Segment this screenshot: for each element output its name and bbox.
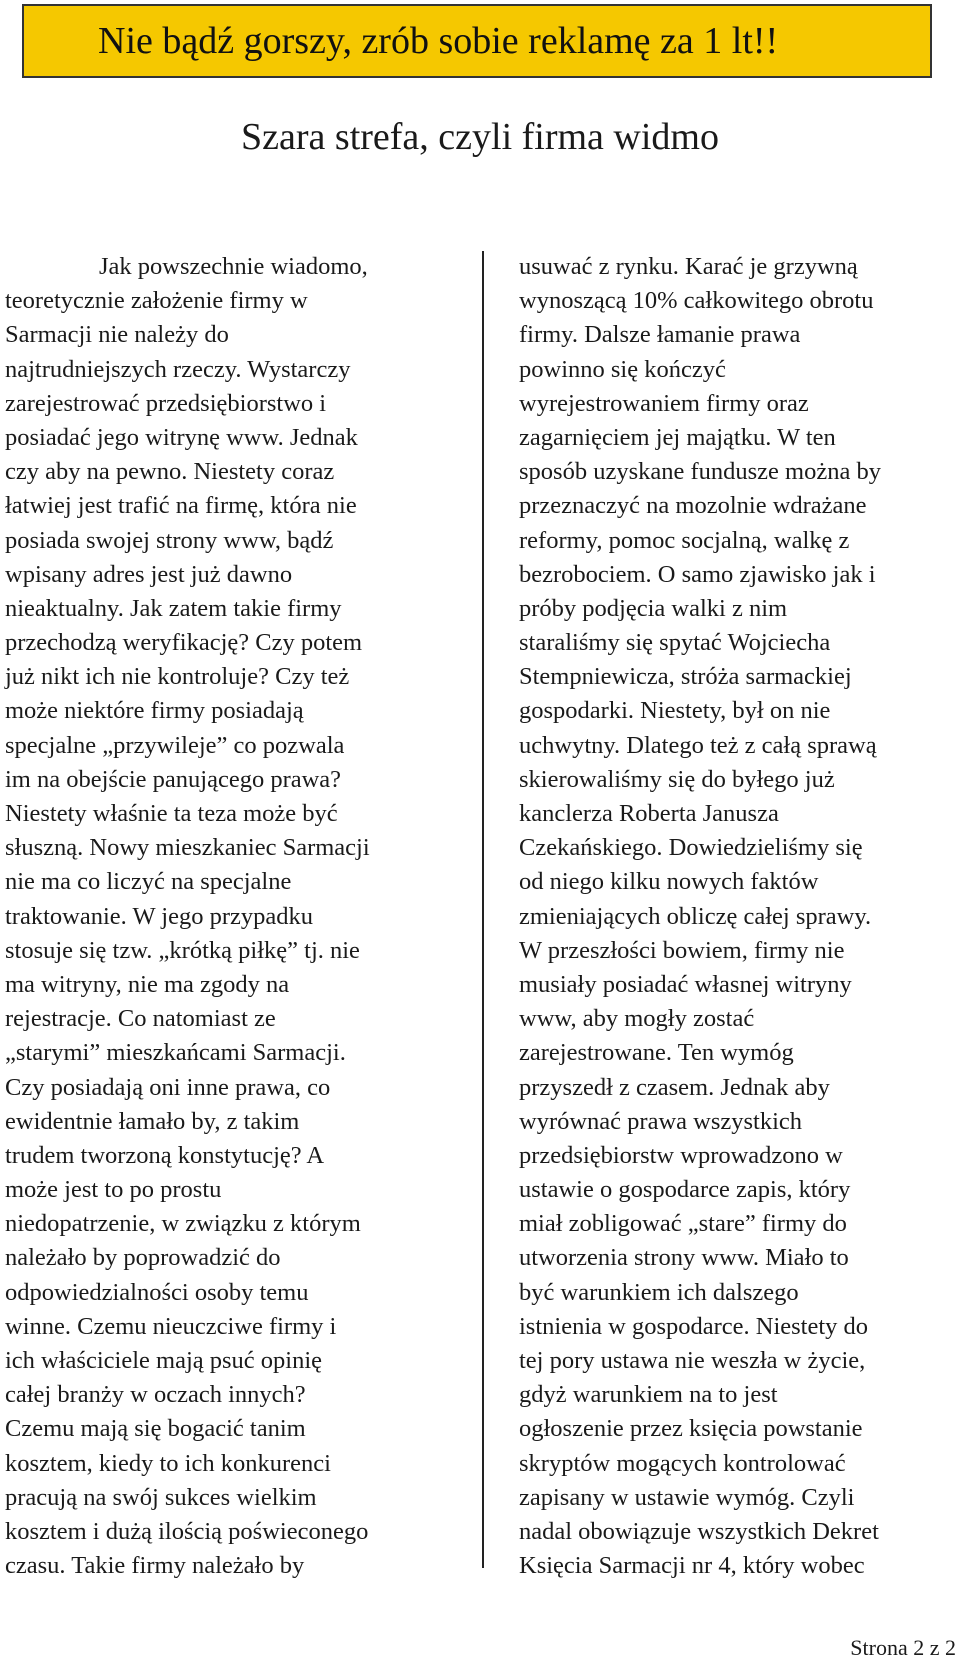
- article-text-line: czasu. Takie firmy należało by: [5, 1552, 305, 1580]
- article-text-line: nieaktualny. Jak zatem takie firmy: [5, 594, 342, 622]
- article-text-line: Czemu mają się bogacić tanim: [5, 1415, 306, 1443]
- article-text-line: przeznaczyć na mozolnie wdrażane: [519, 492, 867, 520]
- article-text-line: „starymi” mieszkańcami Sarmacji.: [5, 1039, 346, 1067]
- article-text-line: zagarnięciem jej majątku. W ten: [519, 423, 836, 451]
- article-text-line: gdyż warunkiem na to jest: [519, 1381, 778, 1409]
- article-text-line: niedopatrzenie, w związku z którym: [5, 1210, 361, 1238]
- article-text-line: miał zobligować „stare” firmy do: [519, 1210, 847, 1238]
- article-text-line: być warunkiem ich dalszego: [519, 1278, 799, 1306]
- article-text-line: Sarmacji nie należy do: [5, 321, 229, 349]
- article-text-line: kosztem, kiedy to ich konkurenci: [5, 1449, 331, 1477]
- article-text-line: Niestety właśnie ta teza może być: [5, 800, 338, 827]
- article-text-line: już nikt ich nie kontroluje? Czy też: [5, 663, 350, 691]
- article-text-line: reformy, pomoc socjalną, walkę z: [519, 526, 850, 554]
- article-text-line: Czy posiadają oni inne prawa, co: [5, 1073, 331, 1101]
- article-text-line: skierowaliśmy się do byłego już: [519, 765, 835, 793]
- article-text-line: zmieniających obliczę całej sprawy.: [519, 902, 872, 930]
- article-text-line: www, aby mogły zostać: [519, 1005, 755, 1033]
- article-text-line: skryptów mogących kontrolować: [519, 1449, 846, 1477]
- article-left-column: [5, 250, 455, 1583]
- article-text-line: stosuje się tzw. „krótką piłkę” tj. nie: [5, 936, 360, 964]
- page-number: Strona 2 z 2: [850, 1635, 956, 1660]
- article-title: Szara strefa, czyli firma widmo: [241, 116, 719, 158]
- article-text-line: trudem tworzoną konstytucję? A: [5, 1141, 325, 1169]
- article-text-line: posiada swojej strony www, bądź: [5, 526, 334, 554]
- article-text-line: może jest to po prostu: [5, 1176, 222, 1204]
- article-text-line: specjalne „przywileje” co pozwala: [5, 731, 345, 759]
- article-text-line: bezrobociem. O samo zjawisko jak i: [519, 560, 876, 588]
- article-text-line: posiadać jego witrynę www. Jednak: [5, 423, 358, 451]
- article-text-line: musiały posiadać własnej witryny: [519, 970, 852, 998]
- article-text-line: W przeszłości bowiem, firmy nie: [519, 936, 845, 964]
- article-text-line: ustawie o gospodarce zapis, który: [519, 1176, 851, 1204]
- article-text-line: gospodarki. Niestety, był on nie: [519, 697, 831, 725]
- article-text-line: staraliśmy się spytać Wojciecha: [519, 629, 831, 657]
- article-text-line: sposób uzyskane fundusze można by: [519, 458, 881, 486]
- article-text-line: od niego kilku nowych faktów: [519, 868, 819, 896]
- article-text-line: Czekańskiego. Dowiedzieliśmy się: [519, 834, 863, 862]
- article-text-line: wynoszącą 10% całkowitego obrotu: [519, 287, 874, 315]
- article-text-line: zarejestrowane. Ten wymóg: [519, 1039, 794, 1067]
- article-text-line: należało by poprowadzić do: [5, 1244, 281, 1272]
- article-text-line: wpisany adres jest już dawno: [5, 560, 293, 588]
- article-text-line: kanclerza Roberta Janusza: [519, 800, 779, 827]
- article-text-line: słuszną. Nowy mieszkaniec Sarmacji: [5, 834, 370, 862]
- article-text-line: czy aby na pewno. Niestety coraz: [5, 458, 335, 486]
- article-text-line: traktowanie. W jego przypadku: [5, 902, 313, 930]
- article-text-line: nie ma co liczyć na specjalne: [5, 868, 292, 896]
- article-text-line: teoretycznie założenie firmy w: [5, 287, 308, 315]
- article-text-line: ich właściciele mają psuć opinię: [5, 1347, 323, 1374]
- article-text-line: nadal obowiązuje wszystkich Dekret: [519, 1517, 879, 1545]
- article-text-line: powinno się kończyć: [519, 355, 726, 383]
- article-text-line: tej pory ustawa nie weszła w życie,: [519, 1347, 866, 1374]
- article-text-line: firmy. Dalsze łamanie prawa: [519, 321, 801, 349]
- article-text-line: kosztem i dużą ilością poświeconego: [5, 1517, 369, 1545]
- article-text-line: wyrównać prawa wszystkich: [519, 1107, 803, 1135]
- article-text-line: uchwytny. Dlatego też z całą sprawą: [519, 731, 877, 759]
- article-text-line: zarejestrować przedsiębiorstwo i: [5, 389, 327, 417]
- article-text-line: łatwiej jest trafić na firmę, która nie: [5, 492, 357, 520]
- article-text-line: usuwać z rynku. Karać je grzywną: [519, 253, 858, 280]
- article-text-line: Stempniewicza, stróża sarmackiej: [519, 663, 852, 691]
- article-text-line: przechodzą weryfikację? Czy potem: [5, 629, 363, 657]
- article-text-line: zapisany w ustawie wymóg. Czyli: [519, 1483, 855, 1511]
- article-text-line: ma witryny, nie ma zgody na: [5, 970, 290, 998]
- article-text-line: istnienia w gospodarce. Niestety do: [519, 1312, 869, 1340]
- article-text-line: ogłoszenie przez księcia powstanie: [519, 1415, 863, 1443]
- article-text-line: im na obejście panującego prawa?: [5, 765, 342, 793]
- article-text-line: winne. Czemu nieuczciwe firmy i: [5, 1312, 337, 1340]
- article-text-line: odpowiedzialności osoby temu: [5, 1278, 309, 1306]
- article-text-line: całej branży w oczach innych?: [5, 1381, 306, 1409]
- article-text-line: przedsiębiorstw wprowadzono w: [519, 1141, 843, 1169]
- ad-banner: Nie bądź gorszy, zrób sobie reklamę za 1 lt!!: [22, 4, 932, 78]
- article-text-line: utworzenia strony www. Miało to: [519, 1244, 849, 1272]
- article-text-line: ewidentnie łamało by, z takim: [5, 1107, 300, 1135]
- article-right-column: [519, 250, 960, 1583]
- article-text-line: Księcia Sarmacji nr 4, który wobec: [519, 1552, 865, 1580]
- article-text-line: Jak powszechnie wiadomo,: [99, 253, 368, 280]
- article-text-line: najtrudniejszych rzeczy. Wystarczy: [5, 355, 351, 383]
- article-text-line: próby podjęcia walki z nim: [519, 594, 788, 622]
- article-text-line: przyszedł z czasem. Jednak aby: [519, 1073, 830, 1101]
- article-text-line: pracują na swój sukces wielkim: [5, 1483, 317, 1511]
- article-text-line: może niektóre firmy posiadają: [5, 697, 304, 725]
- article-text-line: wyrejestrowaniem firmy oraz: [519, 389, 809, 417]
- article-text-line: rejestracje. Co natomiast ze: [5, 1005, 276, 1033]
- column-divider: [482, 251, 484, 1568]
